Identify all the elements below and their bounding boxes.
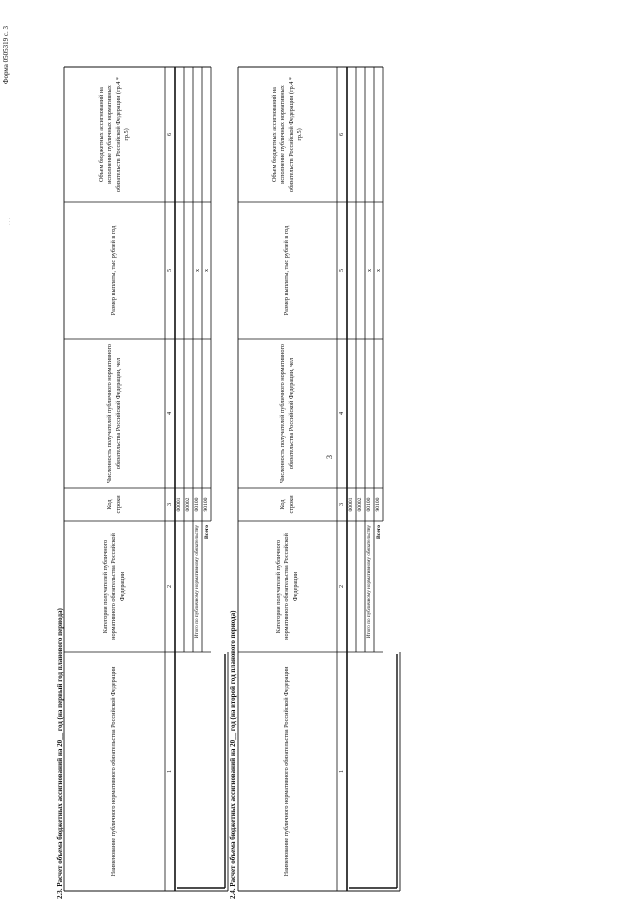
row-code: 00001 [347, 497, 354, 512]
x-mark: x [366, 269, 373, 272]
column-header-2: Категория получателей публичного нормативного обязательства Российской Федерации [101, 533, 126, 640]
column-number-3: 3 [338, 502, 345, 507]
column-number-6: 6 [166, 132, 173, 137]
section-2-3-title: 2.3. Расчет объема бюджетных ассигнований на 20__ год (на первый год планового периода) [56, 608, 64, 899]
total-code: 90100 [202, 497, 209, 512]
column-number-4: 4 [338, 411, 345, 416]
column-number-2: 2 [166, 584, 173, 589]
total-label: Всего [375, 525, 382, 539]
column-header-1: Наименование публичного нормативного обязательства Российской Федерации [283, 666, 291, 877]
total-code: 90100 [374, 497, 381, 512]
column-header-3: Код строки [279, 495, 295, 514]
column-number-6: 6 [338, 132, 345, 137]
subtotal-code: 00100 [193, 497, 200, 512]
total-label: Всего [203, 525, 210, 539]
x-mark: x [194, 269, 201, 272]
column-header-2: Категория получателей публичного нормативного обязательства Российской Федерации [274, 533, 299, 640]
subtotal-label: Итого по публичному нормативному обязательству [193, 525, 200, 639]
column-header-4: Численность получателей публичного нормативного обязательства Российской Федерации, чел [106, 344, 122, 483]
row-code: 00001 [175, 497, 182, 512]
section-2-4-title: 2.4. Расчет объема бюджетных ассигнований на 20__ год (на второй год планового периода) [229, 610, 237, 899]
column-number-5: 5 [338, 268, 345, 273]
column-header-6: Объем бюджетных ассигнований на исполнение публичных нормативных обязательств Российской Федерации (гр.4 * гр.5) [270, 76, 303, 193]
column-number-1: 1 [338, 769, 345, 774]
row-code: 00002 [356, 497, 363, 512]
column-number-2: 2 [338, 584, 345, 589]
column-header-6: Объем бюджетных ассигнований на исполнение публичных нормативных обязательств Российской Федерации (гр.4 * гр.5) [97, 76, 130, 193]
subtotal-label: Итого по публичному нормативному обязательству [365, 525, 372, 639]
column-header-5: Размер выплаты, тыс рублей в год [110, 225, 118, 316]
scan-artifact: · · · [8, 217, 13, 225]
column-header-3: Код строки [106, 495, 122, 514]
column-header-1: Наименование публичного нормативного обязательства Российской Федерации [110, 666, 118, 877]
column-number-3: 3 [166, 502, 173, 507]
column-header-5: Размер выплаты, тыс рублей в год [283, 225, 291, 316]
subtotal-code: 00100 [365, 497, 372, 512]
column-number-5: 5 [166, 268, 173, 273]
column-header-4: Численность получателей публичного нормативного обязательства Российской Федерации, чел [279, 344, 295, 483]
page-number: 3 [325, 455, 334, 459]
row-code: 00002 [184, 497, 191, 512]
x-mark: x [203, 269, 210, 272]
column-number-4: 4 [166, 411, 173, 416]
x-mark: x [375, 269, 382, 272]
column-number-1: 1 [166, 769, 173, 774]
form-code: Форма 0505319 с. 3 [2, 26, 10, 85]
